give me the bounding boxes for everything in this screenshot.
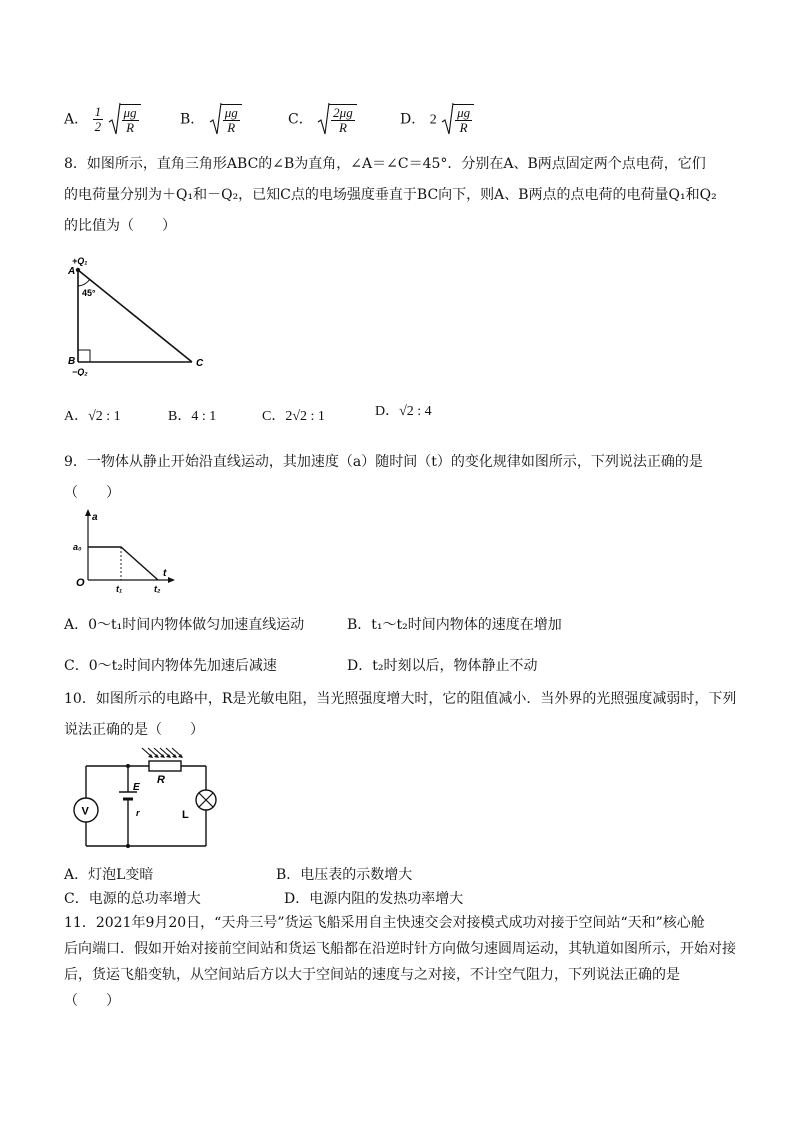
radicand-den: R — [338, 120, 347, 135]
emf-label: E — [133, 782, 140, 793]
question-10 — [64, 684, 737, 746]
resistor-label: R — [157, 774, 165, 786]
t2-label: t₂ — [154, 584, 161, 594]
q11-stem-line: 后，货运飞船变轨，从空间站后方以大于空间站的速度与之对接，不计空气阻力，下列说法正确的是 — [64, 967, 680, 983]
angle-arc — [78, 279, 90, 286]
charge-q1-label: +Q₁ — [72, 256, 88, 266]
vertex-a-label: A — [68, 266, 76, 277]
q9-option-c: C．0～t₂时间内物体先加速后减速 — [64, 658, 277, 674]
option-label: C． — [288, 111, 313, 128]
vertex-b-label: B — [68, 356, 76, 367]
q7-option-c — [288, 104, 357, 135]
q11-stem-line: 后向端口．假如开始对接前空间站和货运飞船都在沿逆时针方向做匀速圆周运动，其轨道如图所示，开始对接 — [64, 941, 736, 957]
q7-option-d — [400, 104, 474, 135]
q9-stem-line: 9．一物体从静止开始沿直线运动，其加速度（a）随时间（t）的变化规律如图所示，下列说法正确的是 — [64, 454, 703, 470]
junction-dot — [126, 764, 130, 768]
coef-num: 1 — [94, 104, 102, 119]
radicand-num: μg — [123, 105, 137, 120]
radical-sign-icon — [209, 102, 222, 136]
q7-option-a — [64, 104, 141, 135]
radical — [209, 104, 242, 135]
radical-sign-icon — [441, 102, 454, 136]
coef-den: 2 — [94, 119, 102, 134]
radicand-den: R — [227, 120, 236, 135]
voltmeter-label: V — [81, 805, 89, 818]
internal-resistance-label: r — [136, 808, 140, 818]
q8-option-a: A．√2 : 1 — [64, 409, 121, 424]
q8-option-c: C．2√2 : 1 — [262, 409, 325, 424]
side-ac — [78, 270, 192, 362]
q9-option-b: B．t₁～t₂时间内物体的速度在增加 — [347, 617, 562, 633]
vertex-c-label: C — [196, 358, 204, 369]
origin-label: O — [76, 577, 85, 589]
axis-t-label: t — [163, 568, 167, 579]
radicand-num: μg — [224, 105, 238, 120]
question-8 — [64, 149, 734, 242]
a0-label: a₀ — [73, 542, 82, 552]
axis-a-label: a — [92, 512, 98, 523]
q9-option-d: D．t₂时刻以后，物体静止不动 — [347, 658, 538, 674]
q7-option-b — [180, 104, 242, 135]
q8-option-d: D．√2 : 4 — [375, 404, 432, 419]
option-label: A． — [64, 111, 89, 128]
q9-stem-line: （ ） — [64, 485, 120, 501]
q10-option-c: C．电源的总功率增大 — [64, 891, 201, 907]
q8-stem-line: 8．如图所示，直角三角形ABC的∠B为直角，∠A＝∠C＝45°．分别在A、B两点固定两个点电荷，它们 — [64, 156, 706, 172]
charge-a-dot — [76, 268, 80, 272]
q10-option-d: D．电源内阻的发热功率增大 — [284, 891, 464, 907]
q10-stem-line: 说法正确的是（ ） — [64, 722, 204, 738]
q9-acceleration-graph — [72, 506, 182, 598]
q10-option-a: A．灯泡L变暗 — [64, 867, 154, 883]
right-angle-mark — [78, 350, 90, 362]
question-9 — [64, 447, 734, 509]
charge-q2-label: −Q₂ — [72, 367, 88, 376]
q9-option-a: A．0～t₁时间内物体做匀加速直线运动 — [64, 617, 305, 633]
q8-triangle-figure — [62, 252, 222, 376]
q10-stem-line: 10．如图所示的电路中，R是光敏电阻，当光照强度增大时，它的阻值减小．当外界的光照强度减弱时，下列 — [64, 691, 737, 707]
radicand-num: 2μg — [333, 105, 353, 120]
q8-option-b: B．4 : 1 — [168, 409, 217, 424]
q10-circuit-diagram — [64, 740, 224, 852]
radicand-den: R — [459, 120, 468, 135]
coef: 2 — [429, 112, 437, 128]
q8-stem-line: 的比值为（ ） — [64, 218, 176, 234]
question-11 — [64, 910, 734, 1014]
q8-stem-line: 的电荷量分别为＋Q₁和－Q₂，已知C点的电场强度垂直于BC向下，则A、B两点的点电荷的电荷量Q₁和Q₂ — [64, 187, 717, 203]
radical — [108, 104, 141, 135]
q10-option-b: B．电压表的示数增大 — [276, 867, 413, 883]
radical — [317, 104, 357, 135]
coef-fraction — [93, 105, 104, 134]
photoresistor-icon — [149, 761, 181, 771]
t1-label: t₁ — [116, 584, 123, 594]
angle-label: 45° — [82, 288, 96, 298]
radical-sign-icon — [108, 102, 121, 136]
radical — [441, 104, 474, 135]
option-label: B． — [180, 111, 205, 128]
a-t-curve — [88, 547, 158, 580]
junction-dot — [126, 844, 130, 848]
lamp-label: L — [182, 809, 189, 821]
t-axis-arrow-icon — [168, 577, 175, 583]
radicand-num: μg — [457, 105, 471, 120]
radicand-den: R — [126, 120, 135, 135]
option-label: D． — [400, 111, 426, 128]
a-axis-arrow-icon — [85, 509, 91, 516]
radical-sign-icon — [317, 102, 330, 136]
q11-stem-line: 11．2021年9月20日，“天舟三号”货运飞船采用自主快速交会对接模式成功对接于空间站“天和”核心舱 — [64, 915, 705, 931]
q11-stem-line: （ ） — [64, 993, 120, 1009]
